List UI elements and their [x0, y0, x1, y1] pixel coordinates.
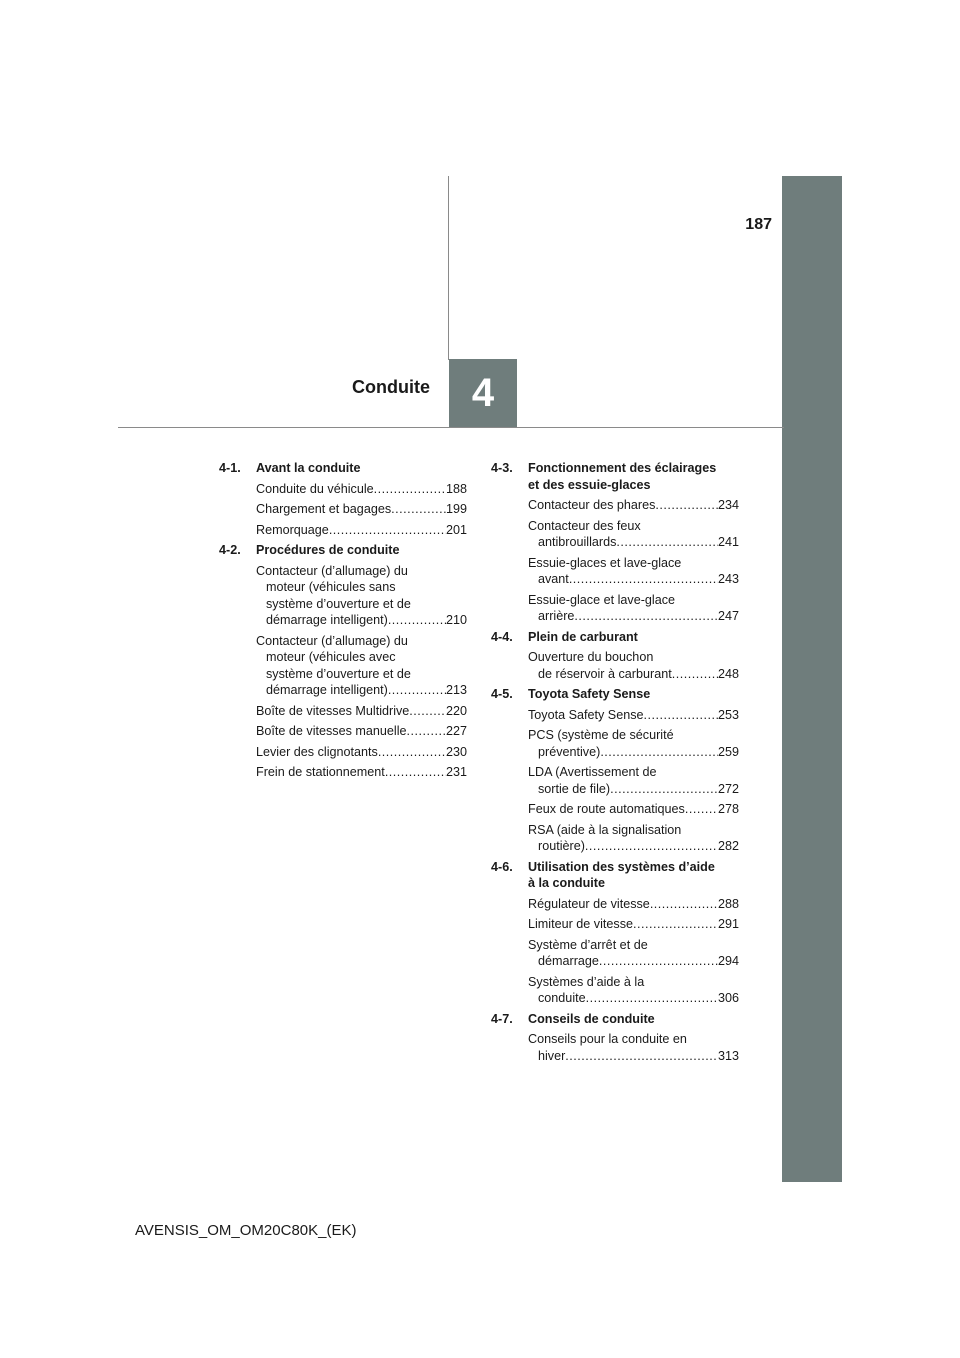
entry-text-line: antibrouillards — [538, 535, 617, 549]
section-heading[interactable] — [491, 1011, 739, 1028]
section-title — [256, 542, 467, 559]
toc-section — [491, 629, 739, 683]
chapter-number-box — [449, 359, 517, 427]
entry-text-line: démarrage intelligent) — [266, 683, 388, 697]
entry-text-line: RSA (aide à la signalisation — [528, 822, 682, 837]
entry-page-number: 247 — [717, 609, 739, 623]
entry-page-number: 313 — [717, 1048, 739, 1063]
section-number: 4-4. — [491, 629, 513, 644]
section-number: 4-2. — [219, 543, 241, 557]
entry-text-line: hiver — [538, 1048, 566, 1063]
toc-entry[interactable] — [528, 1031, 739, 1064]
dot-leader — [616, 534, 718, 551]
toc-section — [491, 1011, 739, 1065]
entry-text-line: système d’ouverture et de — [266, 666, 411, 681]
entry-text-line: Système d’arrêt et de — [528, 937, 648, 952]
entry-page-number: 259 — [717, 744, 739, 759]
chapter-number: 4 — [471, 370, 495, 415]
entry-page-number: 201 — [445, 522, 467, 537]
toc-entry[interactable] — [528, 937, 739, 970]
entry-text-line: Limiteur de vitesse — [528, 917, 633, 931]
dot-leader — [600, 744, 718, 761]
toc-entry[interactable] — [528, 764, 739, 797]
entry-page-number: 199 — [445, 502, 467, 516]
toc-entry[interactable] — [256, 481, 467, 498]
entry-text-line: de réservoir à carburant — [538, 666, 672, 681]
entry-page-number: 253 — [717, 707, 739, 722]
entry-text-line: Conseils pour la conduite en — [528, 1032, 687, 1046]
toc-section — [491, 686, 739, 855]
entry-text-line: sortie de file) — [538, 781, 611, 796]
entry-text-line: Essuie-glace et lave-glace — [528, 592, 676, 607]
entry-text-line: arrière — [538, 609, 575, 623]
dot-leader — [388, 612, 446, 629]
entry-text-line: Contacteur des feux — [528, 518, 641, 533]
toc-entry[interactable] — [256, 723, 467, 740]
entry-text-line: moteur (véhicules avec — [266, 650, 396, 664]
dot-leader — [644, 707, 718, 724]
toc-entry[interactable] — [256, 764, 467, 781]
section-number: 4-7. — [491, 1011, 513, 1026]
section-number: 4-5. — [491, 687, 513, 701]
entry-text-line: Toyota Safety Sense — [528, 707, 644, 722]
section-title-line: Fonctionnement des éclairages — [528, 461, 717, 475]
section-title — [528, 859, 739, 892]
entry-text-line: Contacteur (d’allumage) du — [256, 633, 408, 648]
entry-text-line: Boîte de vitesses manuelle — [256, 724, 407, 738]
dot-leader — [650, 896, 718, 913]
vertical-divider — [448, 176, 449, 360]
toc-entry[interactable] — [256, 633, 467, 699]
entry-text-line: Ouverture du bouchon — [528, 650, 654, 664]
section-title — [528, 1011, 739, 1028]
toc-entry[interactable] — [528, 896, 739, 913]
entry-page-number: 213 — [445, 683, 467, 697]
entry-text-line: Contacteur des phares — [528, 498, 656, 512]
dot-leader — [407, 723, 446, 740]
entry-text-line: système d’ouverture et de — [266, 596, 411, 611]
dot-leader — [655, 497, 718, 514]
dot-leader — [586, 990, 718, 1007]
toc-entry[interactable] — [528, 916, 739, 933]
chapter-side-tab — [782, 176, 842, 1182]
dot-leader — [329, 522, 446, 539]
toc-entry[interactable] — [528, 801, 739, 818]
section-heading[interactable] — [491, 629, 739, 646]
chapter-title: Conduite — [352, 377, 430, 397]
entry-text-line: Régulateur de vitesse — [528, 896, 650, 911]
entry-text-line: LDA (Avertissement de — [528, 765, 657, 779]
entry-text-line: Frein de stationnement — [256, 765, 385, 779]
document-footer: AVENSIS_OM_OM20C80K_(EK) — [135, 1222, 357, 1239]
section-title — [528, 629, 739, 646]
entry-page-number: 241 — [717, 535, 739, 549]
horizontal-divider — [118, 427, 784, 428]
entry-page-number: 231 — [445, 765, 467, 779]
dot-leader — [585, 838, 718, 855]
entry-text-line: Remorquage — [256, 522, 329, 537]
entry-page-number: 188 — [445, 481, 467, 496]
toc-entry[interactable] — [528, 592, 739, 625]
entry-text-line: Chargement et bagages — [256, 502, 392, 516]
toc-section — [219, 542, 467, 781]
entry-page-number: 282 — [717, 839, 739, 853]
toc-section — [219, 460, 467, 538]
section-title — [256, 460, 467, 477]
dot-leader — [569, 571, 718, 588]
entry-text-line: PCS (système de sécurité — [528, 728, 674, 742]
section-heading[interactable] — [491, 460, 739, 493]
entry-text-line: Boîte de vitesses Multidrive — [256, 703, 410, 718]
dot-leader — [378, 744, 446, 761]
toc-entry[interactable] — [528, 649, 739, 682]
entry-page-number: 288 — [717, 896, 739, 911]
section-title-line: Utilisation des systèmes d’aide — [528, 859, 715, 874]
toc-entry[interactable] — [528, 555, 739, 588]
entry-page-number: 230 — [445, 744, 467, 759]
dot-leader — [599, 953, 718, 970]
entry-text-line: démarrage intelligent) — [266, 613, 388, 627]
entry-page-number: 227 — [445, 724, 467, 738]
entry-page-number: 248 — [717, 666, 739, 681]
entry-text-line: Contacteur (d’allumage) du — [256, 563, 408, 578]
toc-entry[interactable] — [528, 727, 739, 760]
entry-text-line: routière) — [538, 839, 585, 853]
entry-page-number: 294 — [717, 954, 739, 968]
toc-right-column — [491, 460, 739, 1068]
entry-page-number: 278 — [717, 802, 739, 816]
entry-text-line: Levier des clignotants — [256, 744, 378, 759]
dot-leader — [685, 801, 718, 818]
toc-left-column — [219, 460, 467, 785]
entry-text-line: Feux de route automatiques — [528, 802, 685, 816]
section-number: 4-6. — [491, 859, 513, 874]
entry-text-line: Essuie-glaces et lave-glace — [528, 555, 682, 570]
section-title-line: et des essuie-glaces — [528, 477, 651, 492]
entry-page-number: 234 — [717, 498, 739, 512]
dot-leader — [409, 703, 446, 720]
toc-entry[interactable] — [528, 497, 739, 514]
entry-text-line: démarrage — [538, 954, 599, 968]
page-number: 187 — [745, 216, 772, 233]
section-heading[interactable] — [491, 859, 739, 892]
entry-page-number: 291 — [717, 917, 739, 931]
section-number: 4-1. — [219, 461, 241, 475]
dot-leader — [574, 608, 718, 625]
section-title-line: Toyota Safety Sense — [528, 687, 651, 701]
toc-entry[interactable] — [528, 822, 739, 855]
dot-leader — [633, 916, 718, 933]
entry-text-line: Conduite du véhicule — [256, 481, 374, 496]
section-title — [528, 686, 739, 703]
entry-page-number: 306 — [717, 991, 739, 1005]
toc-section — [491, 460, 739, 625]
toc-entry[interactable] — [528, 518, 739, 551]
toc-entry[interactable] — [528, 707, 739, 724]
entry-page-number: 243 — [717, 572, 739, 586]
toc-entry[interactable] — [528, 974, 739, 1007]
section-heading[interactable] — [219, 460, 467, 477]
entry-page-number: 210 — [445, 613, 467, 627]
toc-entry[interactable] — [256, 522, 467, 539]
toc-entry[interactable] — [256, 703, 467, 720]
toc-entry[interactable] — [256, 501, 467, 518]
dot-leader — [391, 501, 446, 518]
section-title-line: Procédures de conduite — [256, 543, 400, 557]
dot-leader — [672, 666, 718, 683]
toc-entry[interactable] — [256, 744, 467, 761]
toc-section — [491, 859, 739, 1007]
entry-page-number: 220 — [445, 703, 467, 718]
entry-page-number: 272 — [717, 781, 739, 796]
dot-leader — [385, 764, 446, 781]
entry-text-line: Systèmes d’aide à la — [528, 974, 645, 989]
section-heading[interactable] — [219, 542, 467, 559]
dot-leader — [374, 481, 446, 498]
section-title-line: à la conduite — [528, 876, 605, 890]
dot-leader — [388, 682, 446, 699]
section-title — [528, 460, 739, 493]
section-title-line: Conseils de conduite — [528, 1011, 655, 1026]
section-heading[interactable] — [491, 686, 739, 703]
entry-text-line: préventive) — [538, 744, 601, 759]
entry-text-line: moteur (véhicules sans — [266, 580, 396, 594]
dot-leader — [565, 1048, 718, 1065]
dot-leader — [610, 781, 718, 798]
section-number: 4-3. — [491, 461, 513, 475]
section-title-line: Plein de carburant — [528, 629, 638, 644]
entry-text-line: avant — [538, 572, 569, 586]
entry-text-line: conduite — [538, 991, 586, 1005]
toc-entry[interactable] — [256, 563, 467, 629]
section-title-line: Avant la conduite — [256, 461, 361, 475]
